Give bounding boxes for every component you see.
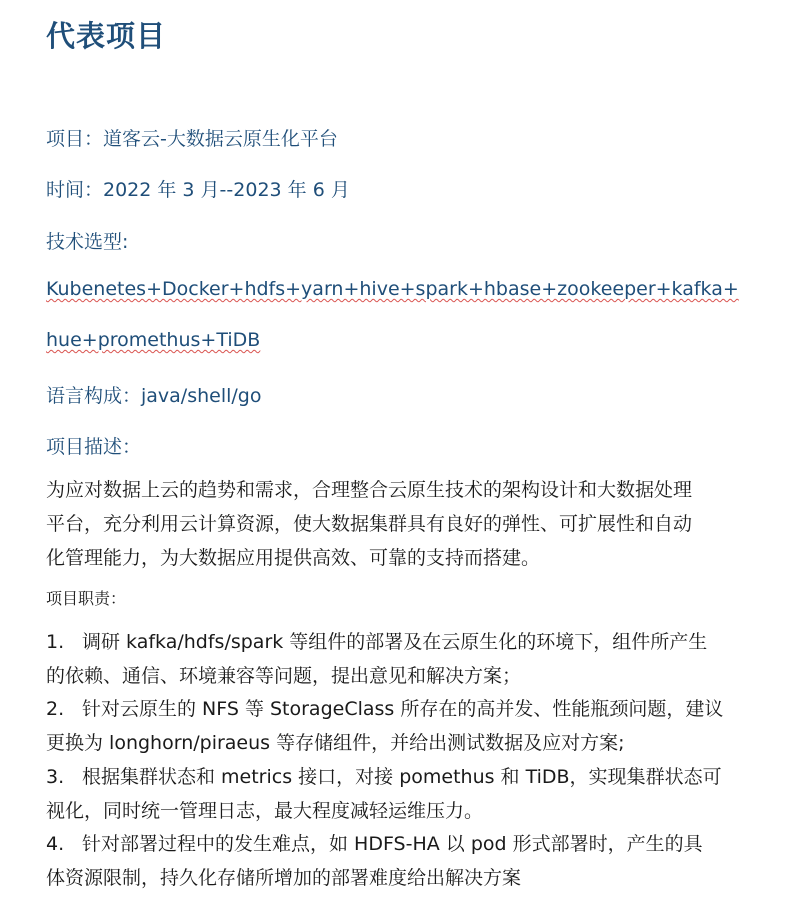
duty-number: 3. <box>46 766 65 788</box>
duty-item-line: 视化，同时统一管理日志，最大程度减轻运维压力。 <box>46 800 484 822</box>
duty-item-line: 的依赖、通信、环境兼容等问题，提出意见和解决方案； <box>46 665 522 687</box>
tech-stack-label: 技术选型: <box>46 231 129 253</box>
project-name-line: 项目：道客云-大数据云原生化平台 <box>46 128 338 150</box>
duty-text: 针对云原生的 NFS 等 StorageClass 所存在的高并发、性能瓶颈问题，建议 <box>82 698 724 720</box>
description-line: 平台，充分利用云计算资源，使大数据集群具有良好的弹性、可扩展性和自动 <box>46 513 693 535</box>
duty-item-line: 体资源限制，持久化存储所增加的部署难度给出解决方案 <box>46 867 522 889</box>
tech-stack-line-1: Kubenetes+Docker+hdfs+yarn+hive+spark+hbase+zookeeper+kafka+ <box>46 278 739 300</box>
duty-item-line <box>46 762 722 789</box>
duty-text: 调研 kafka/hdfs/spark 等组件的部署及在云原生化的环境下，组件所产生 <box>82 631 708 653</box>
duty-item-line <box>46 694 723 721</box>
duty-number: 1. <box>46 631 65 653</box>
duty-text: 根据集群状态和 metrics 接口，对接 pomethus 和 TiDB，实现集群状态可 <box>82 766 722 788</box>
duty-number: 2. <box>46 698 65 720</box>
section-heading: 代表项目 <box>46 19 167 53</box>
duty-text: 针对部署过程中的发生难点，如 HDFS-HA 以 pod 形式部署时，产生的具 <box>82 833 703 855</box>
description-line: 为应对数据上云的趋势和需求，合理整合云原生技术的架构设计和大数据处理 <box>46 479 693 501</box>
project-time-line: 时间：2022 年 3 月--2023 年 6 月 <box>46 179 350 201</box>
duty-item-line: 更换为 longhorn/piraeus 等存储组件，并给出测试数据及应对方案; <box>46 732 625 754</box>
tech-stack-line-2: hue+promethus+TiDB <box>46 329 261 351</box>
duty-item-line <box>46 829 703 856</box>
duty-number: 4. <box>46 833 65 855</box>
duties-label: 项目职责： <box>46 589 127 608</box>
description-line: 化管理能力，为大数据应用提供高效、可靠的支持而搭建。 <box>46 547 541 569</box>
duty-item-line <box>46 627 707 654</box>
language-line: 语言构成：java/shell/go <box>46 385 262 407</box>
description-label: 项目描述： <box>46 436 142 458</box>
